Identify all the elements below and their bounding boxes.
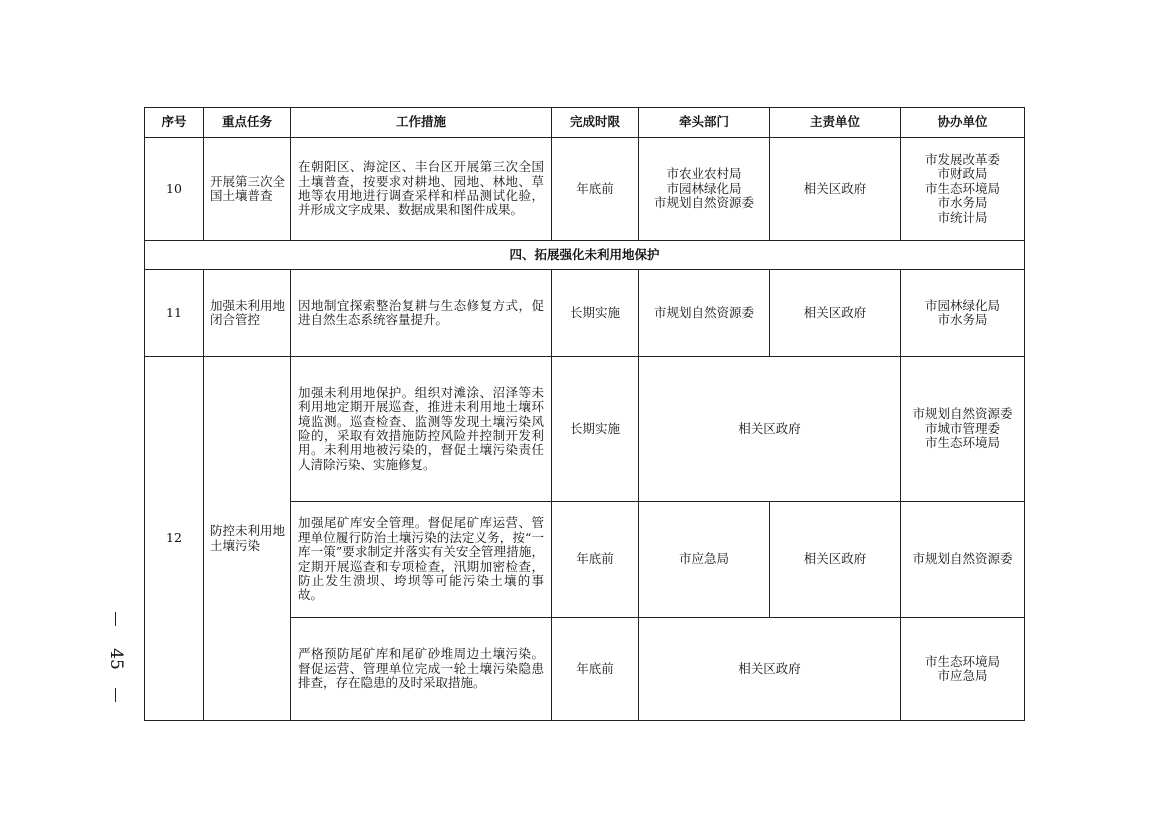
deadline-cell: 长期实施 — [552, 357, 639, 502]
assist-item: 市水务局 — [937, 312, 988, 327]
assist-item: 市水务局 — [937, 195, 988, 211]
assist-cell — [901, 618, 1025, 721]
task-cell: 开展第三次全国土壤普查 — [204, 138, 291, 241]
assist-item: 市规划自然资源委 — [912, 406, 1013, 422]
assist-item: 市生态环境局 — [924, 435, 1000, 451]
task-cell: 加强未利用地闭合管控 — [204, 270, 291, 357]
table-row — [145, 357, 1025, 502]
assist-item: 市财政局 — [937, 166, 988, 182]
table-row — [145, 270, 1025, 357]
responsible-cell: 相关区政府 — [770, 138, 901, 241]
measure-cell: 严格预防尾矿库和尾矿砂堆周边土壤污染。督促运营、管理单位完成一轮土壤污染隐患排查，存在隐患的及时采取措施。 — [291, 618, 552, 721]
assist-item: 市统计局 — [937, 209, 988, 225]
header-deadline: 完成时限 — [552, 108, 639, 138]
page-number-dash — [115, 688, 116, 702]
table-header-row — [145, 108, 1025, 138]
header-no: 序号 — [145, 108, 204, 138]
lead-item: 市农业农村局 — [666, 166, 742, 182]
row-number: 10 — [145, 138, 204, 241]
deadline-cell: 长期实施 — [552, 270, 639, 357]
header-measure: 工作措施 — [291, 108, 552, 138]
measure-cell: 加强未利用地保护。组织对滩涂、沼泽等未利用地定期开展巡查，推进未利用地土壤环境监测。巡查检查、监测等发现土壤污染风险的，采取有效措施防控风险并控制开发利用。未利用地被污染的，督促土壤污染责任人清除污染、实施修复。 — [291, 357, 552, 502]
measure-cell: 加强尾矿库安全管理。督促尾矿库运营、管理单位履行防治土壤污染的法定义务，按“一库一策”要求制定并落实有关安全管理措施，定期开展巡查和专项检查，汛期加密检查，防止发生溃坝、垮坝等可能污染土壤的事故。 — [291, 502, 552, 618]
lead-cell: 市规划自然资源委 — [639, 270, 770, 357]
header-task: 重点任务 — [204, 108, 291, 138]
task-cell: 防控未利用地土壤污染 — [204, 357, 291, 721]
measure-cell: 在朝阳区、海淀区、丰台区开展第三次全国土壤普查，按要求对耕地、园地、林地、草地等农用地进行调查采样和样品测试化验，并形成文字成果、数据成果和图件成果。 — [291, 138, 552, 241]
responsible-cell: 相关区政府 — [770, 502, 901, 618]
page-number-text: 45 — [106, 648, 126, 670]
assist-item: 市规划自然资源委 — [912, 551, 1013, 567]
page-number-dash — [115, 612, 116, 626]
assist-item: 市发展改革委 — [924, 151, 1000, 167]
lead-cell: 市应急局 — [639, 502, 770, 618]
lead-item: 市规划自然资源委 — [653, 195, 754, 211]
assist-item: 市城市管理委 — [924, 420, 1000, 436]
task-table — [144, 107, 1025, 721]
row-number: 12 — [145, 357, 204, 721]
assist-cell — [901, 357, 1025, 502]
table-row — [145, 138, 1025, 241]
header-responsible: 主责单位 — [770, 108, 901, 138]
lead-item: 市园林绿化局 — [666, 180, 742, 196]
responsible-cell: 相关区政府 — [770, 270, 901, 357]
assist-item: 市生态环境局 — [924, 653, 1000, 669]
page-number — [103, 612, 129, 702]
assist-cell — [901, 502, 1025, 618]
assist-item: 市应急局 — [937, 668, 988, 683]
deadline-cell: 年底前 — [552, 618, 639, 721]
header-assist: 协办单位 — [901, 108, 1025, 138]
assist-cell — [901, 270, 1025, 357]
header-lead: 牵头部门 — [639, 108, 770, 138]
section-row — [145, 241, 1025, 270]
assist-cell — [901, 138, 1025, 241]
measure-cell: 因地制宜探索整治复耕与生态修复方式，促进自然生态系统容量提升。 — [291, 270, 552, 357]
assist-item: 市生态环境局 — [924, 180, 1000, 196]
lead-cell — [639, 138, 770, 241]
deadline-cell: 年底前 — [552, 138, 639, 241]
deadline-cell: 年底前 — [552, 502, 639, 618]
lead-responsible-cell: 相关区政府 — [639, 357, 901, 502]
section-heading: 四、拓展强化未利用地保护 — [145, 241, 1025, 270]
assist-item: 市园林绿化局 — [924, 297, 1000, 313]
lead-responsible-cell: 相关区政府 — [639, 618, 901, 721]
row-number: 11 — [145, 270, 204, 357]
